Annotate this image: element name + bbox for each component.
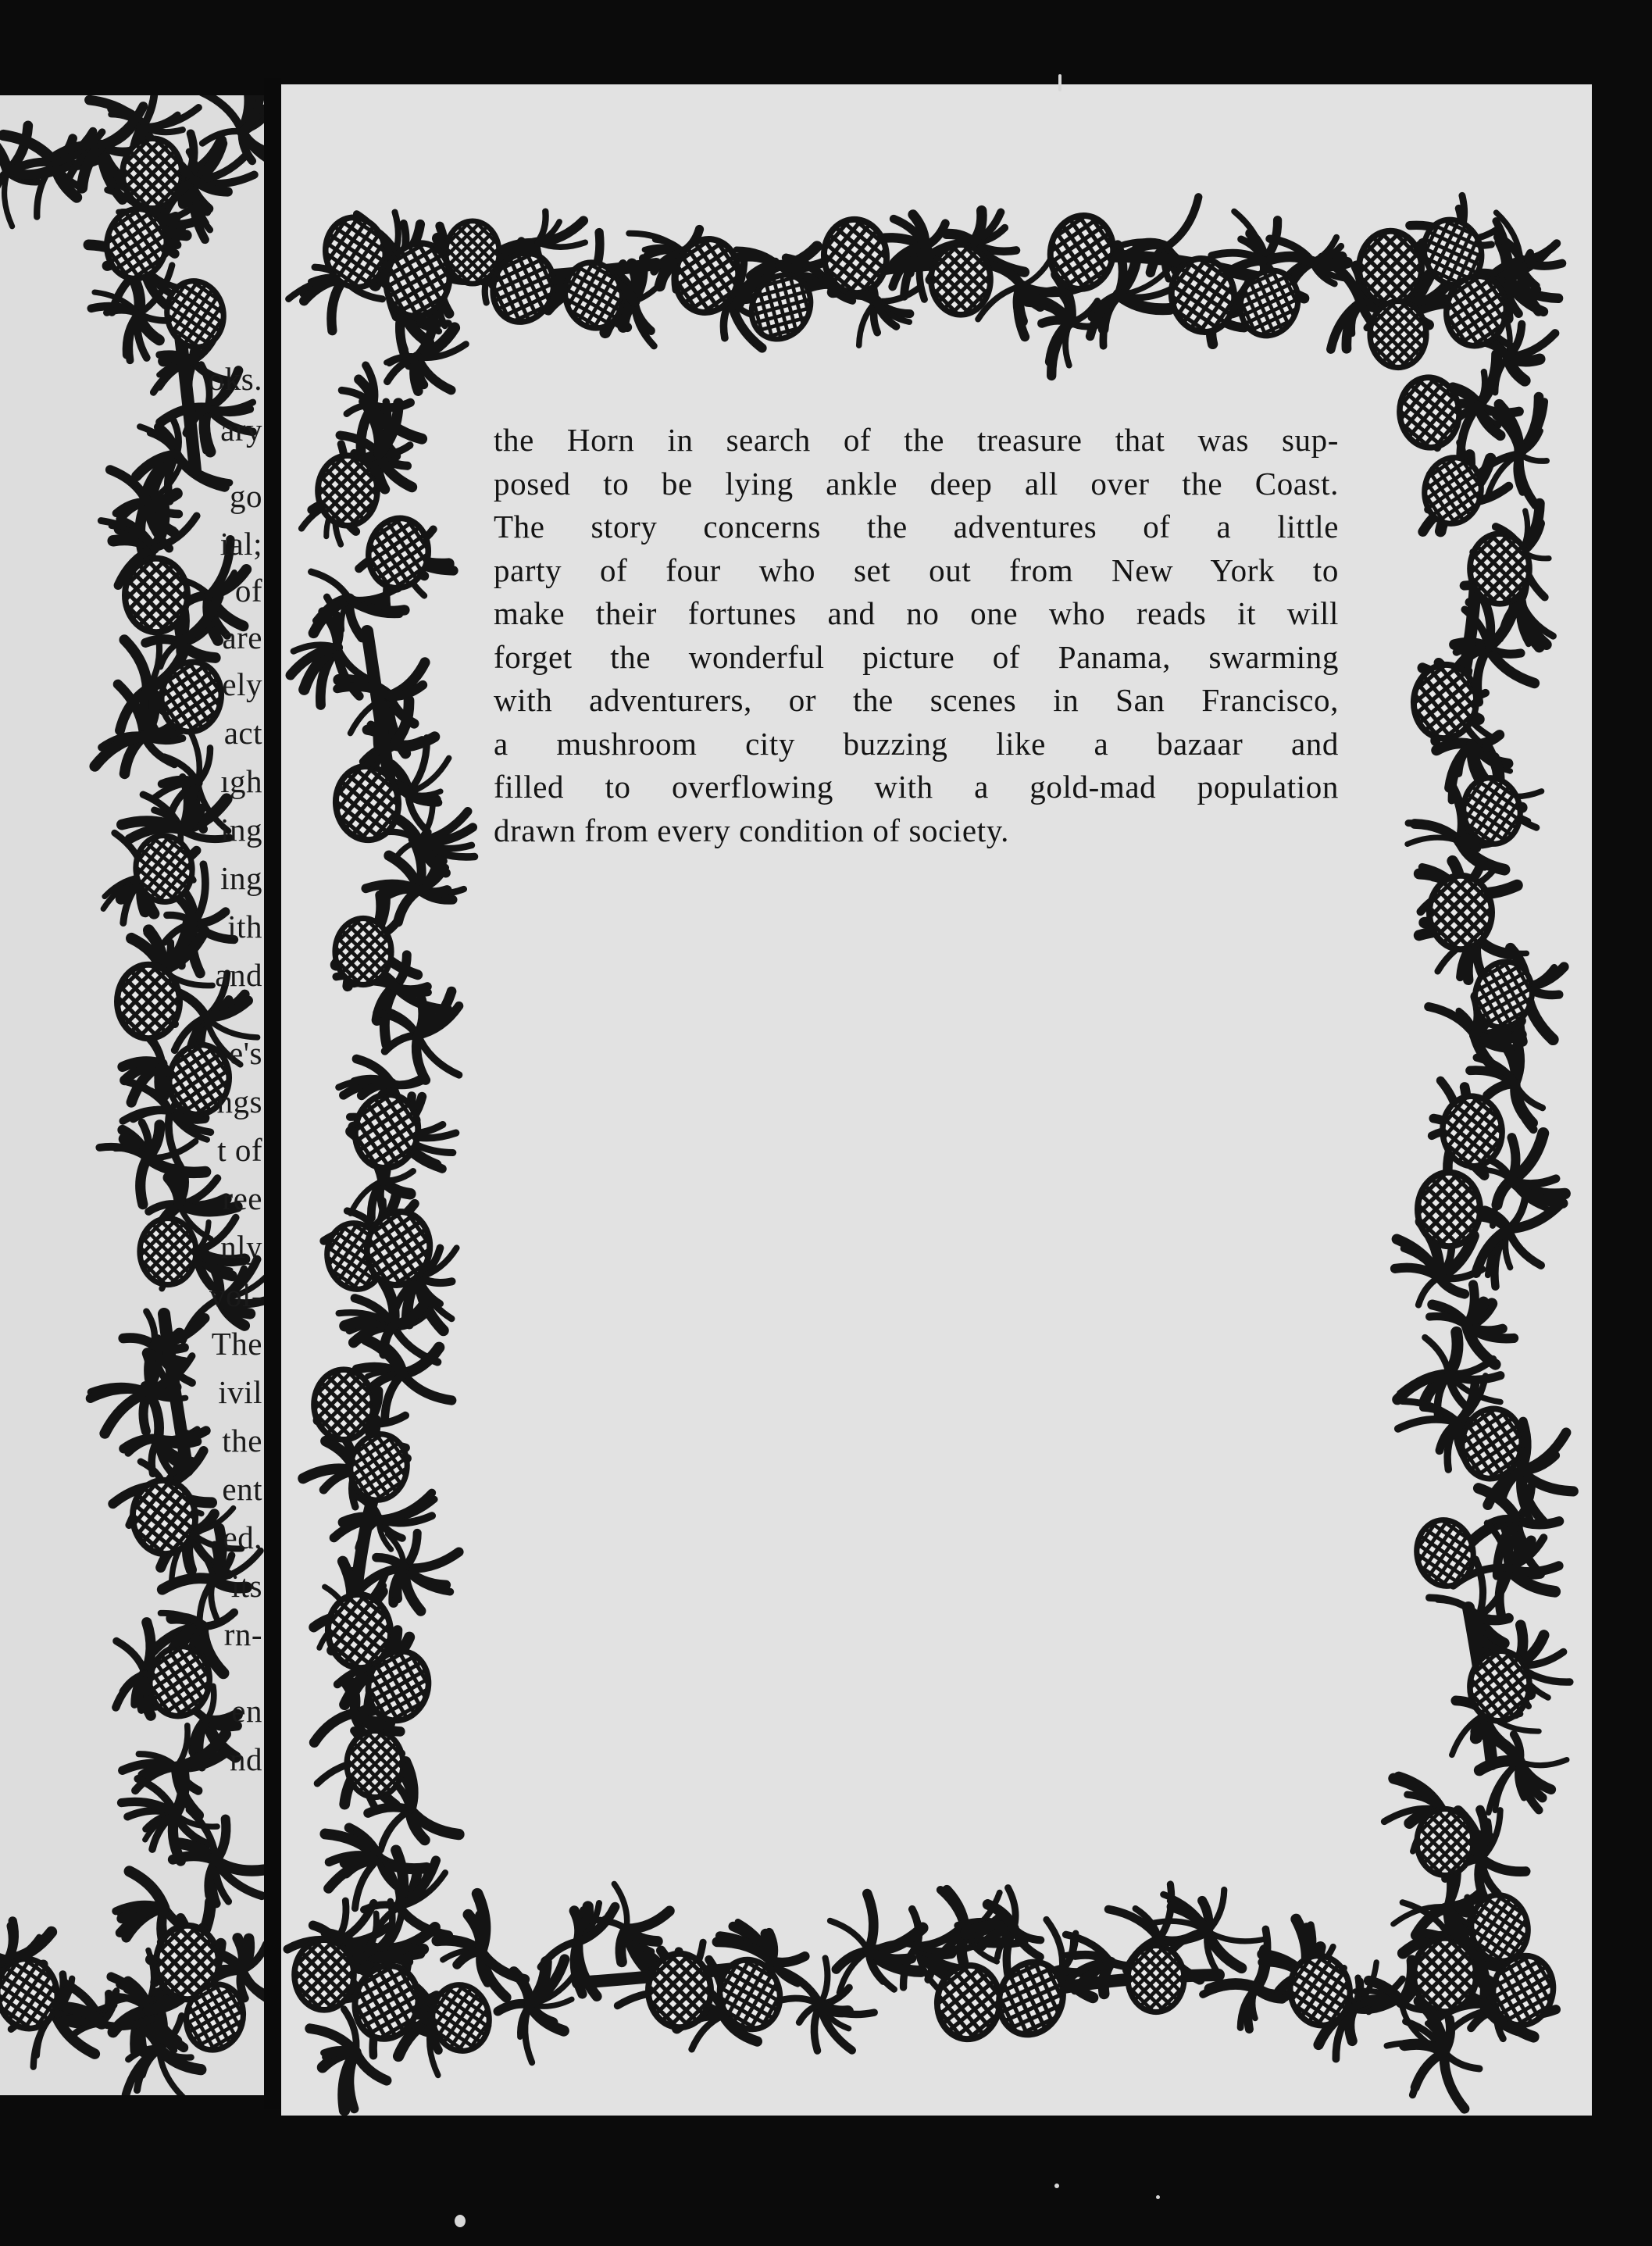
text-line: The story concerns the adventures of a little bbox=[494, 509, 1339, 545]
left-line-fragment: ary bbox=[220, 412, 262, 448]
left-line-fragment: ent bbox=[222, 1471, 262, 1507]
text-line: make their fortunes and no one who reads it will bbox=[494, 595, 1339, 631]
left-line-fragment: its bbox=[230, 1568, 262, 1604]
left-line-fragment: nd bbox=[230, 1741, 262, 1777]
left-line-fragment: rn- bbox=[223, 1616, 262, 1652]
text-line: filled to overflowing with a gold-mad population bbox=[494, 769, 1339, 805]
left-line-fragment: ely bbox=[222, 666, 262, 702]
left-facing-page bbox=[0, 95, 264, 2095]
text-line: party of four who set out from New York to bbox=[494, 552, 1339, 588]
left-line-fragment: t of bbox=[217, 1132, 262, 1168]
left-line-fragment: of bbox=[234, 573, 262, 609]
book-gutter bbox=[264, 78, 281, 2109]
left-line-fragment: vol- bbox=[209, 1277, 262, 1313]
pine-needle-cluster bbox=[1476, 1197, 1562, 1287]
right-page bbox=[281, 84, 1592, 2116]
left-line-fragment: ing bbox=[220, 812, 262, 848]
left-line-fragment: ngs bbox=[216, 1084, 262, 1119]
scan-speck bbox=[1054, 2184, 1059, 2188]
text-line: the Horn in search of the treasure that was sup- bbox=[494, 422, 1339, 458]
text-line: with adventurers, or the scenes in San Francisco, bbox=[494, 682, 1339, 718]
left-line-fragment: ıgh bbox=[220, 763, 262, 799]
scan-speck bbox=[1058, 74, 1061, 91]
left-line-fragment: the bbox=[222, 1423, 262, 1459]
pine-needle-cluster bbox=[777, 1958, 874, 2051]
left-line-fragment: ith bbox=[227, 909, 262, 944]
scan-speck bbox=[455, 2215, 466, 2227]
left-line-fragment: en bbox=[231, 1693, 262, 1729]
pinecone-frame bbox=[281, 84, 1592, 2116]
pine-needle-cluster bbox=[437, 1894, 525, 1998]
pine-cone-icon bbox=[630, 1888, 730, 2093]
left-line-fragment: ivil bbox=[218, 1374, 262, 1410]
scan-speck bbox=[1156, 2195, 1160, 2199]
left-line-fragment: are bbox=[222, 620, 262, 655]
left-line-fragment: The bbox=[211, 1326, 262, 1362]
left-line-fragment: ed, bbox=[223, 1519, 262, 1555]
text-line: drawn from every condition of society. bbox=[494, 812, 1010, 848]
body-paragraph bbox=[494, 419, 1339, 852]
left-line-fragment: nly bbox=[220, 1229, 262, 1265]
left-line-fragment: ing bbox=[220, 860, 262, 896]
text-line: a mushroom city buzzing like a bazaar and bbox=[494, 725, 1339, 762]
left-line-fragment: ree bbox=[222, 1180, 262, 1216]
left-line-fragment: and bbox=[215, 957, 262, 993]
left-line-fragment: ial; bbox=[219, 526, 262, 562]
text-line: forget the wonderful picture of Panama, swarming bbox=[494, 638, 1339, 675]
left-line-fragment: go bbox=[230, 478, 262, 514]
left-line-fragment: e's bbox=[228, 1035, 262, 1071]
left-line-fragment: oks. bbox=[208, 361, 262, 397]
text-line: posed to be lying ankle deep all over the Coast. bbox=[494, 465, 1339, 502]
left-line-fragment: act bbox=[223, 715, 262, 751]
